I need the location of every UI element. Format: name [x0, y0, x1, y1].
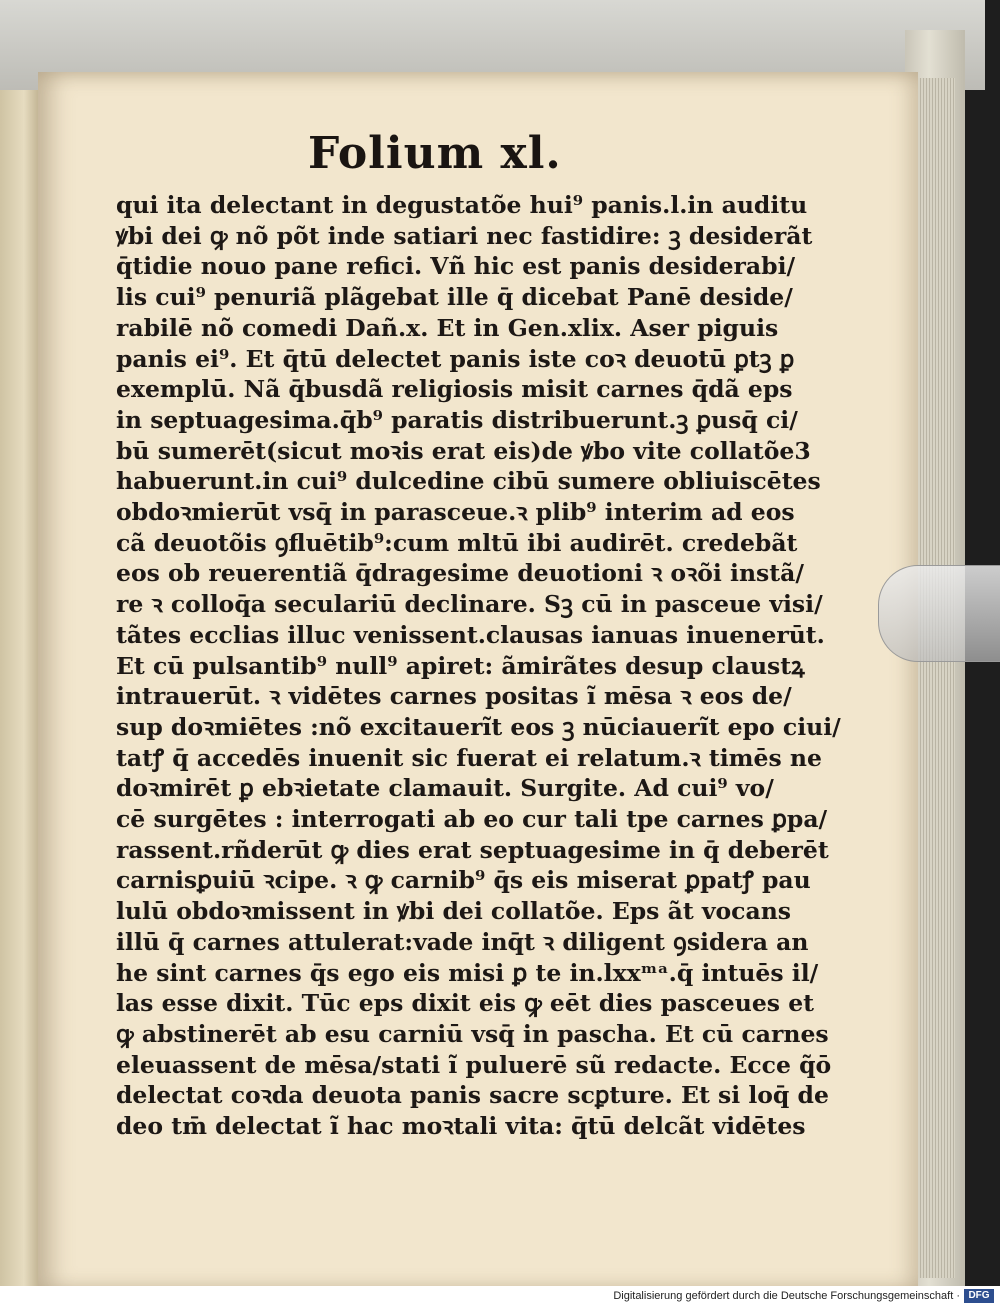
text-line: ꝟbi dei ꝙ nõ põt inde satiari nec fastidire: ꝫ desiderãt [116, 221, 813, 250]
text-line: rassent.rñderūt ꝙ dies erat septuagesime in q̄ deberēt [116, 835, 829, 864]
text-line: las esse dixit. Tūc eps dixit eis ꝙ eēt dies pasceues et [116, 989, 815, 1018]
text-line: delectat coꝛda deuota panis sacre scꝑture. Et si loq̄ de [116, 1081, 829, 1110]
text-line: doꝛmirēt ꝑ ebꝛietate clamauit. Surgite. Ad cui⁹ vo/ [116, 774, 774, 803]
footer-bar [0, 1286, 1000, 1307]
text-line: tãtes ecclias illuc venissent.clausas ianuas inuenerūt. [116, 620, 825, 649]
text-line: intrauerūt. ꝛ vidētes carnes positas ĩ mēsa ꝛ eos de/ [116, 682, 792, 711]
text-line: lulū obdoꝛmissent in ꝟbi dei collatõe. Eps ãt vocans [116, 897, 792, 926]
dfg-logo: DFG [964, 1289, 994, 1303]
text-line: cē surgētes : interrogati ab eo cur tali tpe carnes ꝑpa/ [116, 805, 828, 834]
text-line: re ꝛ colloq̄a seculariū declinare. Sꝫ cū in pasceue visi/ [116, 590, 823, 619]
folio-header: Folium xl. [308, 128, 562, 179]
page-clip [878, 565, 1000, 662]
text-line: Et cū pulsantib⁹ null⁹ apiret: ãmirãtes desup claustꝝ [116, 651, 805, 680]
page-edges [915, 78, 955, 1278]
text-line: illū q̄ carnes attulerat:vade inq̄t ꝛ diligent ꝯsidera an [116, 927, 809, 956]
text-line: deo tm̄ delectat ĩ hac moꝛtali vita: q̄tū delcãt vidētes [116, 1112, 806, 1141]
text-line: carnisꝑuiū ꝛcipe. ꝛ ꝙ carnib⁹ q̄s eis miserat ꝑpatꝭ pau [116, 866, 811, 895]
text-line: eleuassent de mēsa/stati ĩ puluerē sũ redacte. Ecce q̃ō [116, 1050, 832, 1079]
text-line: obdoꝛmierūt vsq̄ in parasceue.ꝛ plib⁹ interim ad eos [116, 498, 795, 527]
page-text [116, 190, 841, 1142]
text-line: cã deuotõis ꝯfluētib⁹:cum mltū ibi audirēt. credebãt [116, 528, 798, 557]
text-line: lis cui⁹ penuriã plãgebat ille q̄ dicebat Panē deside/ [116, 283, 793, 312]
text-line: sup doꝛmiētes :nõ excitauerĩt eos ꝫ nūciauerĩt epo ciui/ [116, 712, 841, 741]
text-line: tatꝭ q̄ accedēs inuenit sic fuerat ei relatum.ꝛ timēs ne [116, 743, 822, 772]
text-line: qui ita delectant in degustatõe hui⁹ panis.l.in auditu [116, 191, 808, 219]
funding-credit: Digitalisierung gefördert durch die Deutsche Forschungsgemeinschaft · [613, 1290, 960, 1302]
text-line: panis ei⁹. Et q̄tū delectet panis iste coꝛ deuotū ꝑtꝫ ꝑ [116, 344, 795, 373]
text-line: in septuagesima.q̄b⁹ paratis distribuerunt.ꝫ ꝑusq̄ ci/ [116, 405, 798, 434]
left-page-edge [0, 70, 40, 1305]
text-line: habuerunt.in cui⁹ dulcedine cibū sumere obliuiscētes [116, 467, 821, 496]
text-line: exemplū. Nã q̄busdã religiosis misit carnes q̄dã eps [116, 375, 793, 404]
text-line: he sint carnes q̄s ego eis misi ꝑ te in.lxxᵐᵃ.q̄ intuēs il/ [116, 958, 819, 987]
text-line: q̄tidie nouo pane refici. Vñ hic est panis desiderabi/ [116, 252, 796, 281]
text-line: ꝙ abstinerēt ab esu carniū vsq̄ in pascha. Et cū carnes [116, 1019, 829, 1048]
text-line: bū sumerēt(sicut moꝛis erat eis)de ꝟbo vite collatõe3 [116, 436, 811, 465]
text-line: rabilē nõ comedi Dañ.x. Et in Gen.xlix. Aser piguis [116, 313, 779, 342]
text-line: eos ob reuerentiã q̄dragesime deuotioni ꝛ oꝛõi instã/ [116, 559, 804, 588]
